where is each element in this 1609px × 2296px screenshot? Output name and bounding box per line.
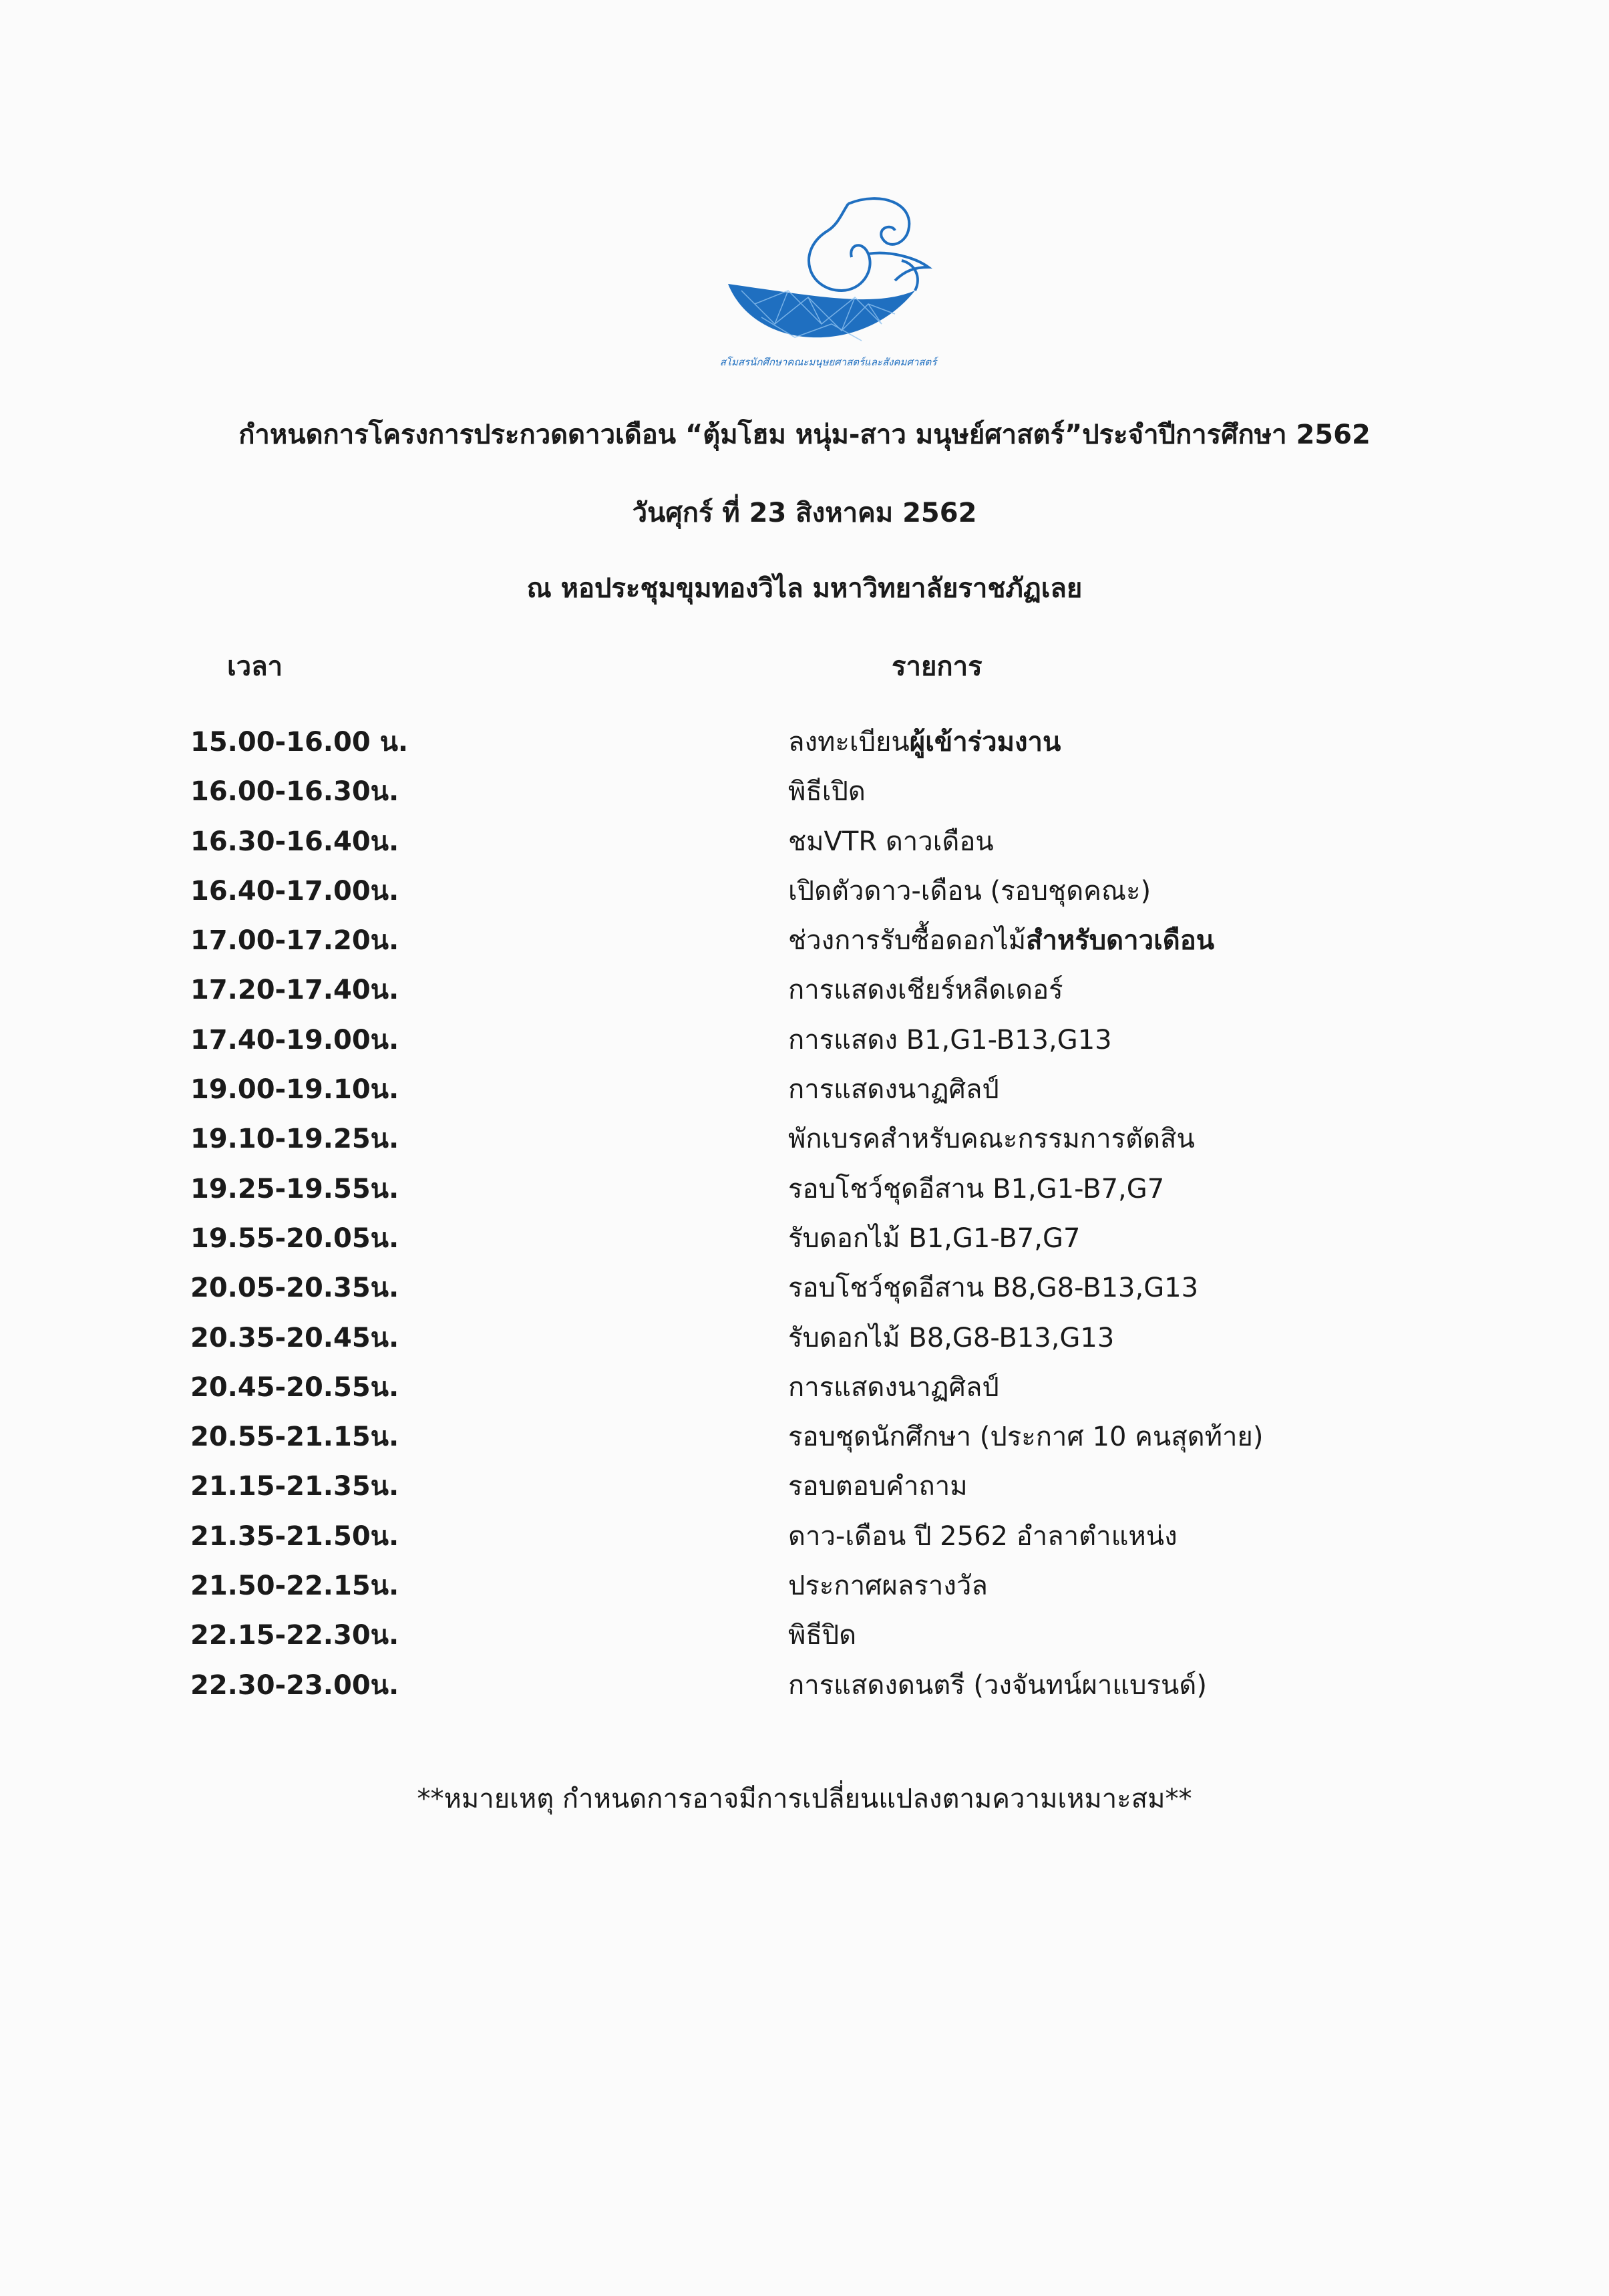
row-item: รอบตอบคำถาม — [788, 1471, 968, 1502]
logo-caption: สโมสรนักศึกษาคณะมนุษยศาสตร์และสังคมศาสตร์ — [719, 356, 937, 368]
footnote: **หมายเหตุ กำหนดการอาจมีการเปลี่ยนแปลงตามความเหมาะสม** — [417, 1784, 1192, 1814]
schedule-row — [0, 1663, 1609, 1713]
row-time: 15.00-16.00 น. — [190, 727, 409, 758]
row-item: รอบโชว์ชุดอีสาน B8,G8-B13,G13 — [788, 1273, 1199, 1304]
schedule-row — [0, 1514, 1609, 1564]
row-item: ลงทะเบียนผู้เข้าร่วมงาน — [788, 727, 1061, 758]
row-item: ประกาศผลรางวัล — [788, 1571, 988, 1602]
schedule-row — [0, 869, 1609, 919]
row-time: 19.25-19.55น. — [190, 1173, 399, 1204]
row-time: 20.55-21.15น. — [190, 1422, 399, 1453]
mythical-bird-boat-icon — [715, 190, 942, 377]
schedule-row — [0, 919, 1609, 968]
row-time: 20.45-20.55น. — [190, 1371, 399, 1403]
schedule-row — [0, 720, 1609, 770]
row-item: พิธีปิด — [788, 1620, 857, 1651]
row-item: รอบชุดนักศึกษา (ประกาศ 10 คนสุดท้าย) — [788, 1422, 1264, 1453]
row-time: 16.00-16.30น. — [190, 776, 399, 808]
schedule-row — [0, 1117, 1609, 1166]
row-item: ดาว-เดือน ปี 2562 อำลาตำแหน่ง — [788, 1520, 1178, 1552]
row-item: พักเบรคสำหรับคณะกรรมการตัดสิน — [788, 1124, 1195, 1155]
row-time: 22.15-22.30น. — [190, 1620, 399, 1651]
row-time: 21.15-21.35น. — [190, 1471, 399, 1502]
row-time: 17.20-17.40น. — [190, 975, 399, 1006]
row-item: ชมVTR ดาวเดือน — [788, 826, 994, 857]
row-item: พิธีเปิด — [788, 776, 866, 808]
row-time: 19.55-20.05น. — [190, 1222, 399, 1254]
schedule-row — [0, 1365, 1609, 1415]
schedule-row — [0, 1216, 1609, 1266]
row-item: ช่วงการรับซื้อดอกไม้สำหรับดาวเดือน — [788, 925, 1215, 957]
column-header-time: เวลา — [227, 651, 283, 682]
row-item: รับดอกไม้ B1,G1-B7,G7 — [788, 1222, 1081, 1254]
row-item: การแสดงดนตรี (วงจันทน์ผาแบรนด์) — [788, 1669, 1207, 1701]
row-time: 16.30-16.40น. — [190, 826, 399, 857]
row-item: การแสดงนาฏศิลป์ — [788, 1371, 999, 1403]
row-time: 22.30-23.00น. — [190, 1669, 399, 1701]
row-time: 21.50-22.15น. — [190, 1571, 399, 1602]
schedule-row — [0, 1415, 1609, 1464]
row-item: การแสดง B1,G1-B13,G13 — [788, 1024, 1112, 1055]
row-item: รับดอกไม้ B8,G8-B13,G13 — [788, 1322, 1115, 1353]
row-item: การแสดงเชียร์หลีดเดอร์ — [788, 975, 1063, 1006]
schedule-row — [0, 1564, 1609, 1613]
schedule-row — [0, 968, 1609, 1017]
schedule-row — [0, 770, 1609, 819]
organization-logo — [715, 190, 942, 377]
row-time: 16.40-17.00น. — [190, 875, 399, 907]
schedule-row — [0, 820, 1609, 869]
schedule-row — [0, 1613, 1609, 1663]
schedule-row — [0, 1266, 1609, 1315]
schedule-row — [0, 1018, 1609, 1068]
schedule-row — [0, 1167, 1609, 1216]
schedule-table — [0, 720, 1609, 1713]
document-title: กำหนดการโครงการประกวดดาวเดือน “ตุ้มโฮม หนุ่ม-สาว มนุษย์ศาสตร์”ประจำปีการศึกษา 2562 — [238, 420, 1371, 450]
schedule-row — [0, 1068, 1609, 1117]
row-item: เปิดตัวดาว-เดือน (รอบชุดคณะ) — [788, 875, 1151, 907]
row-item: การแสดงนาฏศิลป์ — [788, 1074, 999, 1106]
event-date: วันศุกร์ ที่ 23 สิงหาคม 2562 — [632, 498, 977, 528]
schedule-row — [0, 1316, 1609, 1365]
row-time: 19.10-19.25น. — [190, 1124, 399, 1155]
schedule-row — [0, 1464, 1609, 1514]
row-time: 21.35-21.50น. — [190, 1520, 399, 1552]
row-time: 17.40-19.00น. — [190, 1024, 399, 1055]
event-venue: ณ หอประชุมขุมทองวิไล มหาวิทยาลัยราชภัฏเลย — [526, 573, 1083, 604]
row-item: รอบโชว์ชุดอีสาน B1,G1-B7,G7 — [788, 1173, 1165, 1204]
row-time: 20.05-20.35น. — [190, 1273, 399, 1304]
row-time: 20.35-20.45น. — [190, 1322, 399, 1353]
column-header-item: รายการ — [892, 651, 982, 682]
row-time: 17.00-17.20น. — [190, 925, 399, 957]
row-time: 19.00-19.10น. — [190, 1074, 399, 1106]
